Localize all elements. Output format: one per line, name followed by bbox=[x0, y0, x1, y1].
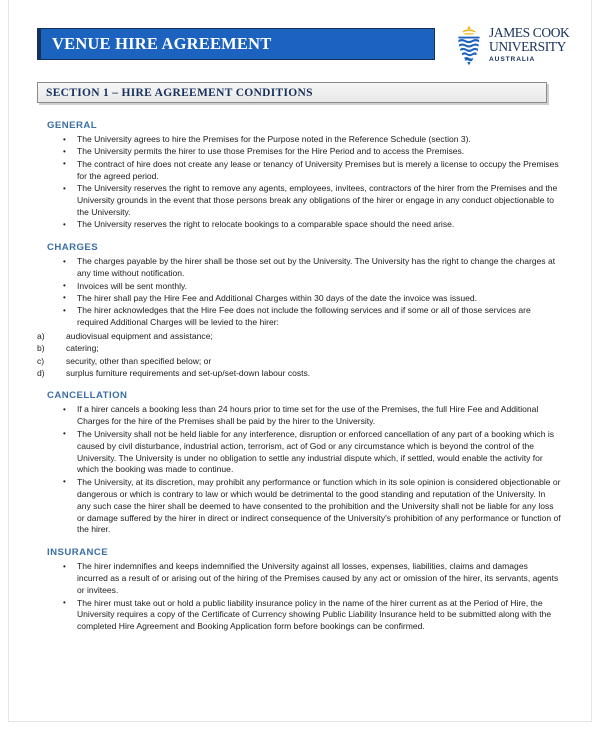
section-heading: INSURANCE bbox=[47, 547, 109, 559]
section-header-bar bbox=[37, 82, 547, 103]
clause-item: • The University reserves the right to remove any agents, employees, invitees, contractors of the hirer from the Premises and the University grounds in the event that those persons break any obligations of the hirer or engage in any conduct objectionable to the University. bbox=[37, 183, 561, 219]
sublist-marker: a) bbox=[37, 331, 45, 342]
document-header bbox=[9, 25, 593, 74]
sublist-item bbox=[37, 355, 561, 367]
section-charges bbox=[37, 242, 561, 379]
document-body bbox=[37, 120, 561, 644]
sublist-item bbox=[37, 342, 561, 354]
section-header-label: SECTION 1 – HIRE AGREEMENT CONDITIONS bbox=[46, 86, 313, 99]
sublist-marker: c) bbox=[37, 355, 45, 366]
clause-item: • The contract of hire does not create any lease or tenancy of University Premises but is merely a license to occupy the Premises for the agreed period. bbox=[37, 159, 561, 183]
clause-item: • If a hirer cancels a booking less than 24 hours prior to time set for the use of the Premises, the full Hire Fee and Additional Charges for the hire of the Premises shall be paid by the hirer to the University. bbox=[37, 404, 561, 428]
clause-item: • The University permits the hirer to use those Premises for the Hire Period and to access the Premises. bbox=[37, 146, 561, 158]
clause-item: • The University, at its discretion, may prohibit any performance or function which in its sole opinion is considered objectionable or dangerous or which is contrary to law or which would be detrimental to the good standing and reputation of the University. In any such case the hirer shall be deemed to have consented to the prohibition and the University shall not be liable for any loss or damage suffered by the hirer in direct or indirect consequence of the University's prohibition of any performance or function of the hirer. bbox=[37, 477, 561, 537]
sublist-item bbox=[37, 367, 561, 379]
jcu-crest-icon bbox=[453, 24, 485, 66]
logo-line-2: UNIVERSITY bbox=[489, 38, 566, 54]
section-insurance bbox=[37, 547, 561, 633]
university-logo bbox=[453, 24, 589, 72]
clause-item: • The hirer indemnifies and keeps indemnified the University against all losses, expenses, liabilities, claims and damages incurred as a result of or arising out of the hiring of the Premises caused by any act or omission of the hirer, its servants, agents or invitees. bbox=[37, 561, 561, 597]
section-heading: CANCELLATION bbox=[47, 390, 128, 402]
sublist-marker: d) bbox=[37, 368, 45, 379]
logo-line-1: JAMES COOK bbox=[489, 25, 570, 40]
section-general bbox=[37, 120, 561, 231]
clause-item: • The charges payable by the hirer shall be those set out by the University. The University has the right to change the charges at any time without notification. bbox=[37, 256, 561, 280]
document-title: VENUE HIRE AGREEMENT bbox=[52, 34, 272, 53]
sublist-marker: b) bbox=[37, 343, 45, 354]
document-page bbox=[8, 0, 592, 722]
logo-line-3: AUSTRALIA bbox=[489, 56, 536, 63]
sublist-item bbox=[37, 330, 561, 342]
clause-item: • The hirer must take out or hold a public liability insurance policy in the name of the hirer current as at the Period of Hire, the University requires a copy of the Certificate of Currency showing Public Liability Insurance held to be submitted along with the completed Hire Agreement and Booking Application form before bookings can be confirmed. bbox=[37, 598, 561, 634]
clause-list bbox=[37, 404, 561, 536]
clause-item: • The University shall not be held liable for any interference, disruption or enforced cancellation of any part of a booking which is caused by civil disturbance, industrial action, terrorism, act of God or any circumstance which is beyond the control of the University. The University is under no obligation to settle any industrial dispute which, if settled, would enable the activity for which the booking was made to continue. bbox=[37, 429, 561, 477]
clause-item: • The University reserves the right to relocate bookings to a comparable space should the need arise. bbox=[37, 219, 561, 231]
sublist-text: catering; bbox=[66, 343, 99, 354]
sublist-text: surplus furniture requirements and set-up/set-down labour costs. bbox=[66, 368, 311, 379]
section-heading: CHARGES bbox=[47, 242, 99, 254]
clause-item: • The hirer shall pay the Hire Fee and Additional Charges within 30 days of the date the invoice was issued. bbox=[37, 293, 561, 305]
clause-item: • Invoices will be sent monthly. bbox=[37, 281, 561, 293]
section-cancellation bbox=[37, 390, 561, 536]
clause-list bbox=[37, 256, 561, 329]
section-heading: GENERAL bbox=[47, 120, 98, 131]
clause-item: • The University agrees to hire the Premises for the Purpose noted in the Reference Schedule (section 3). bbox=[37, 134, 561, 146]
clause-list bbox=[37, 134, 561, 231]
clause-list bbox=[37, 561, 561, 633]
title-banner bbox=[37, 28, 435, 60]
logo-wordmark bbox=[489, 26, 589, 63]
sublist-text: security, other than specified below; or bbox=[66, 355, 212, 366]
sublist-text: audiovisual equipment and assistance; bbox=[66, 331, 213, 342]
clause-item: • The hirer acknowledges that the Hire Fee does not include the following services and if some or all of those services are required Additional Charges will be levied to the hirer: bbox=[37, 305, 561, 329]
charges-sublist bbox=[37, 330, 561, 379]
